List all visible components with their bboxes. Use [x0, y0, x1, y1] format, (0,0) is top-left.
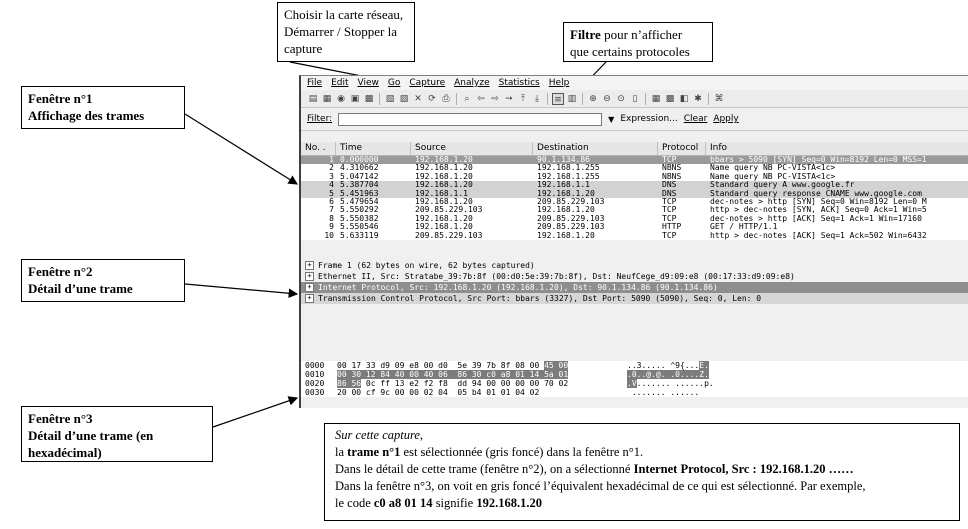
detail-row-frame[interactable]	[301, 260, 968, 271]
callout-capture-line: Démarrer / Stopper la	[284, 24, 397, 39]
hex-row	[301, 379, 968, 388]
packet-no: 5	[329, 189, 334, 198]
packet-time: 5.633119	[340, 231, 379, 240]
packet-destination: 209.85.229.103	[537, 197, 605, 206]
packet-row[interactable]	[301, 198, 968, 206]
callout-f3-text: Détail d’une trame (en	[28, 428, 154, 443]
expression-button[interactable]: Expression...	[620, 114, 678, 124]
hex-ascii: ....... ......	[627, 388, 700, 397]
packet-source: 192.168.1.20	[415, 214, 473, 223]
hex-ascii-selected: .0..@.@. .0....Z.	[627, 370, 709, 379]
packet-destination: 192.168.1.20	[537, 206, 595, 215]
packet-source: 192.168.1.1	[415, 189, 468, 198]
callout-fenetre-2	[21, 259, 185, 302]
detail-text: Frame 1 (62 bytes on wire, 62 bytes captured)	[318, 261, 535, 270]
packet-row[interactable]	[301, 173, 968, 181]
print-icon[interactable]: ⎙	[442, 93, 450, 104]
packet-row[interactable]	[301, 206, 968, 214]
callout-f1-text: Affichage des trames	[28, 108, 145, 123]
packet-source: 192.168.1.20	[415, 197, 473, 206]
zoom-in-icon[interactable]: ⊕	[589, 93, 597, 104]
hex-bytes-selected: 86 56	[337, 379, 362, 388]
autoscroll-icon[interactable]: ▥	[567, 93, 577, 104]
packet-no: 3	[329, 172, 334, 181]
packet-source: 192.168.1.20	[415, 156, 473, 164]
toolbar-separator	[379, 93, 380, 105]
menu-go[interactable]: Go	[387, 78, 401, 88]
detail-text: Internet Protocol, Src: 192.168.1.20 (192.168.1.20), Dst: 90.1.134.86 (90.1.134.86)	[318, 283, 718, 292]
interfaces-icon[interactable]: ▤	[308, 93, 318, 104]
note-bold: 192.168.1.20	[476, 496, 542, 510]
packet-no: 4	[329, 181, 334, 190]
packet-protocol: TCP	[662, 231, 677, 240]
menu-file[interactable]: File	[307, 78, 323, 88]
toolbar-separator	[645, 93, 646, 105]
packet-info: http > dec-notes [SYN, ACK] Seq=0 Ack=1 Win=5	[710, 206, 927, 215]
packet-no: 8	[329, 214, 334, 223]
hex-offset: 0010	[305, 370, 325, 379]
col-time[interactable]: Time	[336, 142, 411, 155]
packet-row[interactable]	[301, 190, 968, 198]
callout-filtre-bold: Filtre	[570, 27, 601, 42]
packet-destination: 192.168.1.20	[537, 231, 595, 240]
zoom-out-icon[interactable]: ⊖	[603, 93, 611, 104]
packet-row[interactable]	[301, 164, 968, 172]
save-icon[interactable]: ▨	[399, 93, 409, 104]
callout-f1-title: Fenêtre n°1	[28, 91, 93, 106]
note-bold: c0 a8 01 14	[373, 496, 433, 510]
note-text: est sélectionnée (gris foncé) dans la fenêtre n°1.	[400, 445, 644, 459]
menu-statistics[interactable]: Statistics	[498, 78, 540, 88]
callout-f2-text: Détail d’une trame	[28, 281, 133, 296]
packet-time: 5.550292	[340, 206, 379, 215]
packet-info: Standard query response CNAME www.google.com	[710, 189, 922, 198]
packet-destination: 192.168.1.1	[537, 181, 590, 190]
menu-edit[interactable]: Edit	[331, 78, 349, 88]
note-text: le code	[335, 496, 374, 510]
note-text: signifie	[432, 496, 477, 510]
colorize-icon[interactable]: ≡	[552, 93, 564, 105]
packet-source: 209.85.229.103	[415, 206, 483, 215]
back-icon[interactable]: ⇦	[477, 93, 485, 104]
callout-filtre-text: pour n’afficher	[600, 27, 683, 42]
arrow-fenetre-1	[185, 114, 297, 184]
packet-rows	[301, 156, 968, 240]
hex-ascii: ..3..... ^9{...	[627, 361, 700, 370]
preferences-icon[interactable]: ✱	[694, 93, 702, 104]
menu-view[interactable]: View	[357, 78, 379, 88]
menu-capture[interactable]: Capture	[409, 78, 446, 88]
packet-row[interactable]	[301, 215, 968, 223]
hex-row	[301, 388, 968, 397]
callout-filtre-line2: que certains protocoles	[570, 44, 690, 59]
help-icon[interactable]: ⌘	[714, 93, 724, 104]
packet-destination: 192.168.1.255	[537, 164, 600, 173]
explanation-box	[324, 423, 960, 521]
menu-bar	[301, 76, 968, 90]
hex-bytes-selected: 00 30 12 84 40 00 40 06 86 30 c0 a8 01 14 5a 01	[337, 370, 569, 379]
packet-protocol: TCP	[662, 214, 677, 223]
callout-f3-title: Fenêtre n°3	[28, 411, 93, 426]
main-toolbar	[301, 90, 968, 108]
detail-row-ip[interactable]	[301, 282, 968, 293]
start-capture-icon[interactable]: ◉	[337, 93, 345, 104]
col-info[interactable]: Info	[710, 143, 728, 153]
callout-fenetre-3	[21, 406, 213, 462]
menu-analyze[interactable]: Analyze	[454, 78, 490, 88]
hex-bytes: 20 00 cf 9c 00 00 02 04 05 b4 01 01 04 02	[337, 388, 540, 397]
packet-time: 0.000000	[340, 156, 379, 164]
hex-ascii-selected: E.	[699, 361, 709, 370]
packet-time: 5.550546	[340, 223, 379, 232]
apply-button[interactable]: Apply	[713, 114, 739, 124]
packet-source: 192.168.1.20	[415, 223, 473, 232]
packet-bytes	[301, 361, 968, 397]
filter-bar	[301, 108, 968, 131]
detail-row-ethernet[interactable]	[301, 271, 968, 282]
hex-bytes-selected: 45 00	[544, 361, 569, 370]
callout-capture	[277, 2, 415, 62]
packet-info: Name query NB PC-VISTA<1c>	[710, 172, 836, 181]
note-bold: Internet Protocol, Src : 192.168.1.20 ……	[633, 462, 854, 476]
packet-source: 192.168.1.20	[415, 172, 473, 181]
expand-icon[interactable]: +	[305, 294, 314, 303]
note-line	[335, 495, 949, 512]
hex-bytes: 0c ff 13 e2 f2 f8 dd 94 00 00 00 00 70 02	[361, 379, 569, 388]
packet-time: 5.387704	[340, 181, 379, 190]
col-no[interactable]: No. .	[301, 142, 336, 155]
packet-no: 1	[329, 156, 334, 164]
note-line	[335, 444, 949, 461]
expand-icon[interactable]: +	[305, 272, 314, 281]
note-text: la	[335, 445, 348, 459]
toolbar-separator	[582, 93, 583, 105]
note-line: Dans la fenêtre n°3, on voit en gris foncé l’équivalent hexadécimal de ce qui est sélectionné. Par exemple,	[335, 479, 866, 493]
packet-info: bbars > 5090 [SYN] Seq=0 Win=8192 Len=0 MSS=1	[710, 156, 927, 164]
forward-icon[interactable]: ⇨	[491, 93, 499, 104]
callout-f3-text: hexadécimal)	[28, 445, 102, 460]
hex-offset: 0030	[305, 388, 325, 397]
packet-row[interactable]	[301, 232, 968, 240]
capture-filters-icon[interactable]: ▦	[651, 93, 661, 104]
detail-text: Transmission Control Protocol, Src Port: bbars (3327), Dst Port: 5090 (5090), Seq: 0, Len: 0	[318, 294, 762, 303]
packet-source: 192.168.1.20	[415, 181, 473, 190]
wireshark-window	[299, 75, 968, 408]
packet-protocol: HTTP	[662, 223, 682, 232]
packet-destination: 192.168.1.20	[537, 189, 595, 198]
packet-destination: 192.168.1.255	[537, 172, 600, 181]
packet-no: 6	[329, 197, 334, 206]
col-source[interactable]: Source	[411, 142, 533, 155]
callout-capture-line: capture	[284, 41, 323, 56]
packet-protocol: TCP	[662, 197, 677, 206]
packet-time: 5.550382	[340, 214, 379, 223]
zoom-normal-icon[interactable]: ⊙	[617, 93, 625, 104]
packet-row[interactable]	[301, 156, 968, 164]
col-protocol[interactable]: Protocol	[658, 142, 706, 155]
packet-row[interactable]	[301, 181, 968, 189]
menu-help[interactable]: Help	[548, 78, 570, 88]
restart-capture-icon[interactable]: ▩	[364, 93, 374, 104]
packet-details	[301, 260, 968, 304]
arrow-fenetre-3	[213, 398, 297, 427]
packet-source: 209.85.229.103	[415, 231, 483, 240]
packet-protocol: TCP	[662, 156, 677, 164]
last-packet-icon[interactable]: ⤓	[535, 93, 539, 104]
packet-protocol: NBNS	[662, 164, 682, 173]
detail-row-tcp[interactable]	[301, 293, 968, 304]
hex-bytes: 00 17 33 d9 09 e8 00 d0 5e 39 7b 8f 08 00	[337, 361, 545, 370]
packet-list	[301, 142, 968, 240]
packet-time: 5.479654	[340, 197, 379, 206]
packet-time: 5.451963	[340, 189, 379, 198]
open-icon[interactable]: ▧	[385, 93, 395, 104]
filter-label: Filter:	[307, 114, 333, 124]
packet-no: 7	[329, 206, 334, 215]
packet-protocol: DNS	[662, 181, 677, 190]
display-filters-icon[interactable]: ▩	[665, 93, 675, 104]
reload-icon[interactable]: ⟳	[428, 93, 436, 104]
filter-dropdown-icon[interactable]: ▼	[608, 114, 615, 124]
packet-info: dec-notes > http [ACK] Seq=1 Ack=1 Win=17160	[710, 214, 922, 223]
note-bold: trame n°1	[347, 445, 401, 459]
packet-no: 2	[329, 164, 334, 173]
note-text: Dans le détail de cette trame (fenêtre n°2), on a sélectionné	[335, 462, 634, 476]
packet-destination: 90.1.134.86	[537, 156, 590, 164]
packet-protocol: DNS	[662, 189, 677, 198]
packet-no: 10	[324, 231, 334, 240]
packet-no: 9	[329, 223, 334, 232]
packet-info: Standard query A www.google.fr	[710, 181, 855, 190]
resize-columns-icon[interactable]: ▯	[632, 93, 638, 104]
packet-info: GET / HTTP/1.1	[710, 223, 778, 232]
packet-row[interactable]	[301, 223, 968, 231]
packet-info: dec-notes > http [SYN] Seq=0 Win=8192 Len=0 M	[710, 197, 927, 206]
packet-destination: 209.85.229.103	[537, 223, 605, 232]
detail-text: Ethernet II, Src: Stratabe_39:7b:8f (00:d0:5e:39:7b:8f), Dst: NeufCege_d9:09:e8 (00:17:33:d9:09:e8)	[318, 272, 795, 281]
packet-time: 4.310662	[340, 164, 379, 173]
note-line: Sur cette capture,	[335, 428, 424, 442]
find-icon[interactable]: ⌕	[464, 93, 470, 104]
col-destination[interactable]: Destination	[533, 142, 658, 155]
packet-destination: 209.85.229.103	[537, 214, 605, 223]
stop-capture-icon[interactable]: ▣	[350, 93, 360, 104]
clear-button[interactable]: Clear	[683, 114, 708, 124]
hex-ascii-selected: .V	[627, 379, 637, 388]
first-packet-icon[interactable]: ⤒	[521, 93, 525, 104]
filter-input[interactable]	[338, 113, 602, 126]
callout-filtre	[563, 22, 713, 62]
callout-fenetre-1	[21, 86, 185, 129]
toolbar-separator	[547, 93, 548, 105]
hex-offset: 0000	[305, 361, 325, 370]
packet-source: 192.168.1.20	[415, 164, 473, 173]
hex-row	[301, 361, 968, 370]
coloring-rules-icon[interactable]: ◧	[679, 93, 689, 104]
note-line	[335, 461, 949, 478]
packet-info: http > dec-notes [ACK] Seq=1 Ack=502 Win=6432	[710, 231, 927, 240]
packet-info: Name query NB PC-VISTA<1c>	[710, 164, 836, 173]
callout-f2-title: Fenêtre n°2	[28, 264, 93, 279]
expand-icon[interactable]: +	[305, 283, 314, 292]
options-icon[interactable]: ▦	[322, 93, 332, 104]
expand-icon[interactable]: +	[305, 261, 314, 270]
toolbar-separator	[708, 93, 709, 105]
hex-row	[301, 370, 968, 379]
toolbar-separator	[456, 93, 457, 105]
hex-offset: 0020	[305, 379, 325, 388]
close-icon[interactable]: ✕	[414, 93, 422, 104]
goto-icon[interactable]: ➙	[505, 93, 513, 104]
packet-protocol: TCP	[662, 206, 677, 215]
arrow-fenetre-2	[185, 284, 297, 294]
hex-ascii: ....... ......p.	[636, 379, 714, 388]
callout-capture-line: Choisir la carte réseau,	[284, 7, 404, 22]
packet-list-header	[301, 142, 968, 156]
packet-protocol: NBNS	[662, 172, 682, 181]
packet-time: 5.047142	[340, 172, 379, 181]
